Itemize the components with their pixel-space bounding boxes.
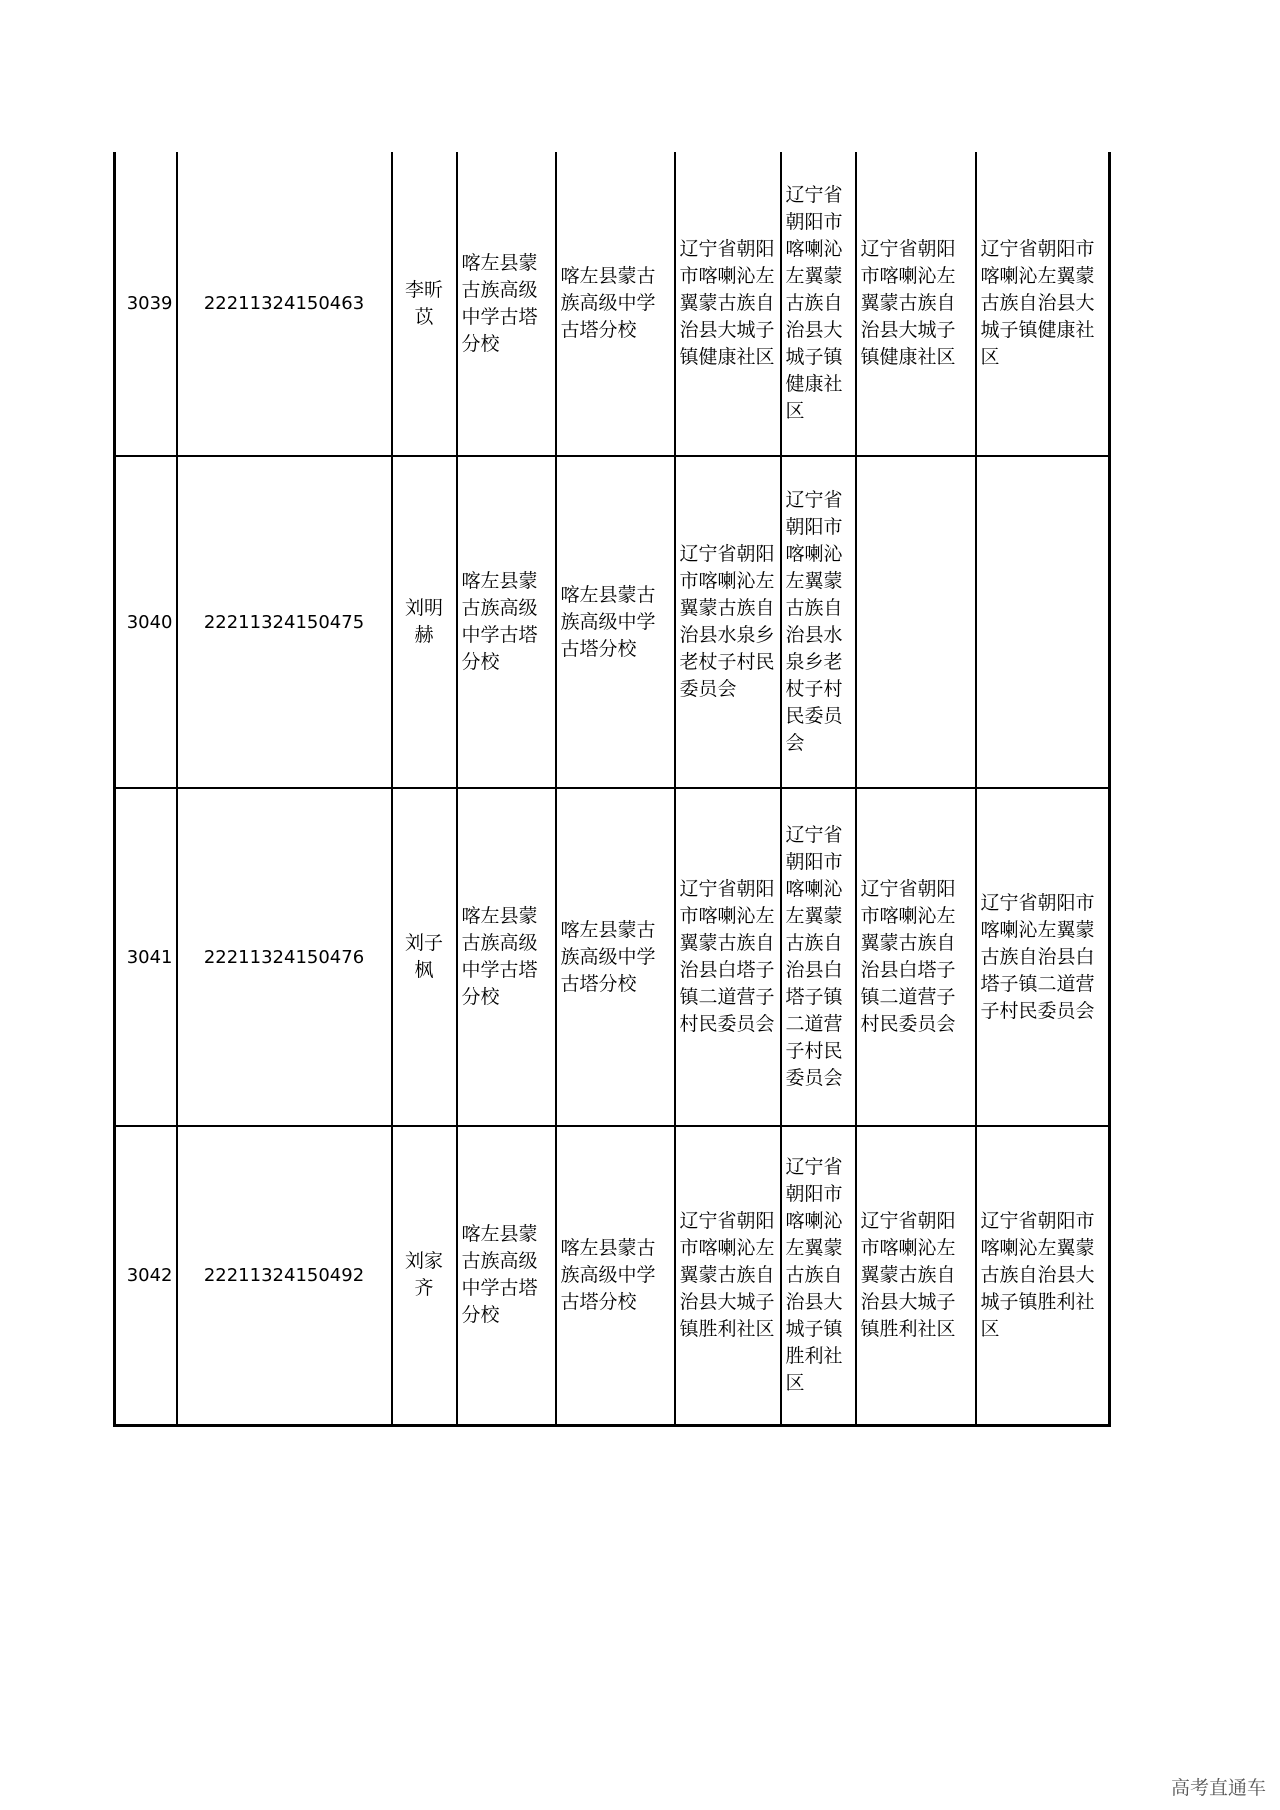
school2-cell: 喀左县蒙古族高级中学古塔分校 [556, 1126, 675, 1425]
id-cell: 22211324150463 [177, 152, 392, 456]
address-cell-2: 辽宁省朝阳市喀喇沁左翼蒙古族自治县大城子镇健康社区 [781, 152, 856, 456]
address-cell-4 [976, 456, 1110, 788]
table-row [115, 456, 1110, 788]
seq-cell: 3040 [115, 456, 177, 788]
id-cell: 22211324150476 [177, 788, 392, 1126]
address-cell-4: 辽宁省朝阳市喀喇沁左翼蒙古族自治县大城子镇胜利社区 [976, 1126, 1110, 1425]
seq-cell: 3041 [115, 788, 177, 1126]
address-cell-1: 辽宁省朝阳市喀喇沁左翼蒙古族自治县水泉乡老杖子村民委员会 [675, 456, 781, 788]
school-cell: 喀左县蒙古族高级中学古塔分校 [457, 1126, 556, 1425]
address-cell-2: 辽宁省朝阳市喀喇沁左翼蒙古族自治县大城子镇胜利社区 [781, 1126, 856, 1425]
address-cell-2: 辽宁省朝阳市喀喇沁左翼蒙古族自治县白塔子镇二道营子村民委员会 [781, 788, 856, 1126]
address-cell-4: 辽宁省朝阳市喀喇沁左翼蒙古族自治县白塔子镇二道营子村民委员会 [976, 788, 1110, 1126]
name-cell: 刘子枫 [392, 788, 457, 1126]
seq-cell: 3042 [115, 1126, 177, 1425]
school-cell: 喀左县蒙古族高级中学古塔分校 [457, 456, 556, 788]
address-cell-1: 辽宁省朝阳市喀喇沁左翼蒙古族自治县大城子镇胜利社区 [675, 1126, 781, 1425]
address-cell-3: 辽宁省朝阳市喀喇沁左翼蒙古族自治县大城子镇胜利社区 [856, 1126, 976, 1425]
address-cell-3: 辽宁省朝阳市喀喇沁左翼蒙古族自治县大城子镇健康社区 [856, 152, 976, 456]
address-cell-4: 辽宁省朝阳市喀喇沁左翼蒙古族自治县大城子镇健康社区 [976, 152, 1110, 456]
address-cell-1: 辽宁省朝阳市喀喇沁左翼蒙古族自治县白塔子镇二道营子村民委员会 [675, 788, 781, 1126]
seq-cell: 3039 [115, 152, 177, 456]
school-cell: 喀左县蒙古族高级中学古塔分校 [457, 788, 556, 1126]
address-cell-3 [856, 456, 976, 788]
id-cell: 22211324150492 [177, 1126, 392, 1425]
watermark-text: 高考直通车 [1170, 1777, 1266, 1799]
address-cell-2: 辽宁省朝阳市喀喇沁左翼蒙古族自治县水泉乡老杖子村民委员会 [781, 456, 856, 788]
table-row [115, 152, 1110, 456]
name-cell: 李昕苡 [392, 152, 457, 456]
table-row [115, 1126, 1110, 1425]
school2-cell: 喀左县蒙古族高级中学古塔分校 [556, 788, 675, 1126]
school-cell: 喀左县蒙古族高级中学古塔分校 [457, 152, 556, 456]
name-cell: 刘明赫 [392, 456, 457, 788]
address-cell-3: 辽宁省朝阳市喀喇沁左翼蒙古族自治县白塔子镇二道营子村民委员会 [856, 788, 976, 1126]
school2-cell: 喀左县蒙古族高级中学古塔分校 [556, 152, 675, 456]
school2-cell: 喀左县蒙古族高级中学古塔分校 [556, 456, 675, 788]
address-cell-1: 辽宁省朝阳市喀喇沁左翼蒙古族自治县大城子镇健康社区 [675, 152, 781, 456]
id-cell: 22211324150475 [177, 456, 392, 788]
table-row [115, 788, 1110, 1126]
name-cell: 刘家齐 [392, 1126, 457, 1425]
admission-table [113, 152, 1111, 1427]
